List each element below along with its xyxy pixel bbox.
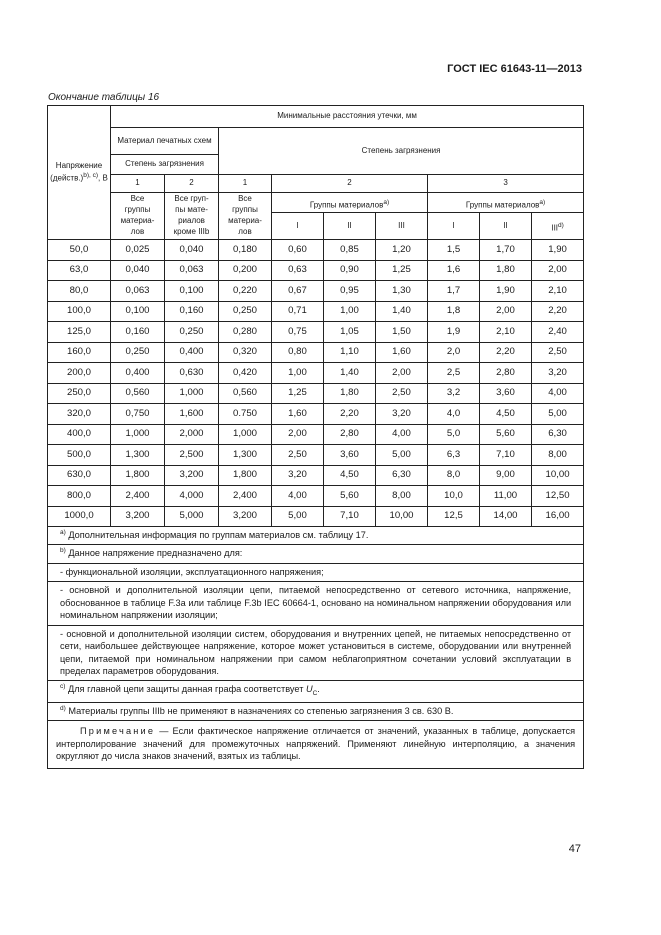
voltage-cell: 500,0 — [48, 445, 111, 466]
distance-cell: 1,000 — [165, 383, 219, 404]
distance-cell: 4,000 — [165, 486, 219, 507]
distance-cell: 2,10 — [480, 322, 532, 343]
voltage-cell: 400,0 — [48, 424, 111, 445]
distance-cell: 1,30 — [376, 281, 428, 302]
distance-cell: 3,200 — [219, 506, 272, 527]
distance-cell: 1,60 — [376, 342, 428, 363]
voltage-header: Напряжение (действ.)$^{b), c)}$, В — [48, 106, 111, 240]
voltage-cell: 100,0 — [48, 301, 111, 322]
distance-cell: 7,10 — [324, 506, 376, 527]
distance-cell: 0,75 — [272, 322, 324, 343]
table-row — [48, 404, 584, 425]
voltage-cell: 800,0 — [48, 486, 111, 507]
distance-cell: 10,00 — [532, 465, 584, 486]
distance-cell: 0,630 — [165, 363, 219, 384]
distance-cell: 4,00 — [376, 424, 428, 445]
distance-cell: 2,50 — [376, 383, 428, 404]
distance-cell: 0,160 — [165, 301, 219, 322]
distance-cell: 0,750 — [111, 404, 165, 425]
distance-cell: 0,040 — [111, 260, 165, 281]
distance-cell: 1,300 — [219, 445, 272, 466]
voltage-cell: 63,0 — [48, 260, 111, 281]
degree-1: 1 — [219, 175, 272, 193]
distance-cell: 5,60 — [480, 424, 532, 445]
pcb-material-header: Материал печатных схем — [111, 128, 219, 155]
group-ii-header-2: II — [480, 213, 532, 239]
distance-cell: 1,80 — [480, 260, 532, 281]
table-row — [48, 445, 584, 466]
distance-cell: 1,40 — [376, 301, 428, 322]
distance-cell: 12,5 — [428, 506, 480, 527]
all-except-iiib-header: Все груп- пы мате- риалов кроме IIIb — [165, 193, 219, 240]
table-row — [48, 342, 584, 363]
distance-cell: 2,000 — [165, 424, 219, 445]
voltage-cell: 50,0 — [48, 240, 111, 261]
group-iii-header-2: III$^{d)}$ — [551, 222, 564, 233]
distance-cell: 1,7 — [428, 281, 480, 302]
distance-cell: 6,30 — [376, 465, 428, 486]
footnote-b-item3: - основной и дополнительной изоляции систем, оборудования и внутренних цепей, не питаемых непосредственно от сети, наибольшее действующее напряжение, которое может установиться в системе, оборудовании или внутренней цепи, питаемой при номинальном напряжении при самом неблагоприятном сочетании условий эксплуатации в пределах параметров оборудования. — [48, 626, 583, 682]
distance-cell: 2,500 — [165, 445, 219, 466]
data-rows — [48, 240, 584, 527]
distance-cell: 3,20 — [376, 404, 428, 425]
distance-cell: 1,00 — [272, 363, 324, 384]
distance-cell: 1,10 — [324, 342, 376, 363]
distance-cell: 0,400 — [165, 342, 219, 363]
distance-cell: 8,00 — [376, 486, 428, 507]
table-row — [48, 260, 584, 281]
distance-cell: 4,50 — [480, 404, 532, 425]
table-note: Примечание — Если фактическое напряжение отличается от значений, указанных в таблице, допускается интерполирование значений для промежуточных напряжений. Применяют линейную интерполяцию, а значения округляют до числа знаков значений, взятых из таблицы. — [56, 726, 576, 762]
degree-3: 3 — [428, 175, 584, 193]
distance-cell: 9,00 — [480, 465, 532, 486]
distance-cell: 2,400 — [111, 486, 165, 507]
table-row — [48, 240, 584, 261]
distance-cell: 0,71 — [272, 301, 324, 322]
distance-cell: 1,90 — [480, 281, 532, 302]
distance-cell: 1,20 — [376, 240, 428, 261]
distance-cell: 0,025 — [111, 240, 165, 261]
distance-cell: 0,063 — [165, 260, 219, 281]
distance-cell: 1,25 — [376, 260, 428, 281]
distance-cell: 1,800 — [219, 465, 272, 486]
distance-cell: 3,60 — [324, 445, 376, 466]
distance-cell: 1,80 — [324, 383, 376, 404]
pcb-degree-1: 1 — [111, 175, 165, 193]
distance-cell: 0,280 — [219, 322, 272, 343]
distance-cell: 5,00 — [272, 506, 324, 527]
distance-cell: 1,800 — [111, 465, 165, 486]
distance-cell: 2,20 — [532, 301, 584, 322]
distance-cell: 10,0 — [428, 486, 480, 507]
voltage-cell: 200,0 — [48, 363, 111, 384]
distance-cell: 2,00 — [532, 260, 584, 281]
footnote-d: $^{d)}$ Материалы группы IIIb не применяют в назначениях со степенью загрязнения 3 св. 630 В. — [60, 705, 454, 717]
distance-cell: 3,200 — [165, 465, 219, 486]
distance-cell: 1,05 — [324, 322, 376, 343]
all-groups-header-2: Все группы материа- лов — [219, 193, 272, 240]
all-groups-header: Все группы материа- лов — [111, 193, 165, 240]
table-row — [48, 322, 584, 343]
distance-cell: 14,00 — [480, 506, 532, 527]
table-row — [48, 281, 584, 302]
degree-2: 2 — [272, 175, 428, 193]
distance-cell: 0,220 — [219, 281, 272, 302]
distance-cell: 2,0 — [428, 342, 480, 363]
distance-cell: 3,20 — [532, 363, 584, 384]
voltage-cell: 80,0 — [48, 281, 111, 302]
creepage-distance-table — [47, 105, 584, 769]
voltage-cell: 1000,0 — [48, 506, 111, 527]
distance-cell: 4,0 — [428, 404, 480, 425]
distance-cell: 6,3 — [428, 445, 480, 466]
distance-cell: 5,00 — [376, 445, 428, 466]
distance-cell: 16,00 — [532, 506, 584, 527]
distance-cell: 0,100 — [111, 301, 165, 322]
footnote-b-item2: - основной и дополнительной изоляции цепи, питаемой непосредственно от сетевого источника, напряжение, обоснованное в таблице F.3a или таблице F.3b IEC 60664-1, основано на номинальном напряжении оборудования или номинальном напряжении изоляции; — [48, 582, 583, 625]
distance-cell: 2,50 — [272, 445, 324, 466]
distance-cell: 1,000 — [111, 424, 165, 445]
distance-cell: 1,50 — [376, 322, 428, 343]
table-row — [48, 506, 584, 527]
table-row — [48, 363, 584, 384]
distance-cell: 1,5 — [428, 240, 480, 261]
table-row — [48, 486, 584, 507]
distance-cell: 3,20 — [272, 465, 324, 486]
pollution-degree-header: Степень загрязнения — [219, 128, 584, 175]
distance-cell: 0,60 — [272, 240, 324, 261]
distance-cell: 2,20 — [324, 404, 376, 425]
distance-cell: 5,00 — [532, 404, 584, 425]
distance-cell: 2,20 — [480, 342, 532, 363]
distance-cell: 0,63 — [272, 260, 324, 281]
distance-cell: 3,60 — [480, 383, 532, 404]
distance-cell: 8,00 — [532, 445, 584, 466]
distance-cell: 1,60 — [272, 404, 324, 425]
distance-cell: 0,180 — [219, 240, 272, 261]
group-iii-header: III — [398, 221, 405, 230]
distance-cell: 7,10 — [480, 445, 532, 466]
distance-cell: 1,70 — [480, 240, 532, 261]
distance-cell: 1,000 — [219, 424, 272, 445]
distance-cell: 12,50 — [532, 486, 584, 507]
distance-cell: 5,60 — [324, 486, 376, 507]
distance-cell: 4,00 — [272, 486, 324, 507]
distance-cell: 2,00 — [272, 424, 324, 445]
distance-cell: 2,00 — [480, 301, 532, 322]
table-row — [48, 465, 584, 486]
distance-cell: 4,00 — [532, 383, 584, 404]
group-i-header: I — [272, 213, 324, 239]
material-groups-deg3: Группы материалов$^{a)}$ I II III$^{d)}$ — [428, 193, 584, 240]
distance-cell: 2,80 — [480, 363, 532, 384]
footnote-a: $^{a)}$ Дополнительная информация по группам материалов см. таблицу 17. — [48, 527, 583, 545]
pcb-pollution-degree-header: Степень загрязнения — [111, 155, 219, 175]
distance-cell: 8,0 — [428, 465, 480, 486]
distance-cell: 0,063 — [111, 281, 165, 302]
note-cell — [48, 721, 584, 768]
distance-cell: 0,250 — [165, 322, 219, 343]
group-ii-header: II — [324, 213, 376, 239]
voltage-cell: 125,0 — [48, 322, 111, 343]
distance-cell: 0,400 — [111, 363, 165, 384]
distance-cell: 0,85 — [324, 240, 376, 261]
voltage-cell: 630,0 — [48, 465, 111, 486]
distance-cell: 3,200 — [111, 506, 165, 527]
distance-cell: 3,2 — [428, 383, 480, 404]
table-row — [48, 424, 584, 445]
distance-cell: 1,8 — [428, 301, 480, 322]
distance-cell: 5,000 — [165, 506, 219, 527]
distance-cell: 1,40 — [324, 363, 376, 384]
voltage-cell: 250,0 — [48, 383, 111, 404]
voltage-cell: 160,0 — [48, 342, 111, 363]
page-number: 47 — [568, 843, 581, 855]
table-row — [48, 301, 584, 322]
min-distance-header: Минимальные расстояния утечки, мм — [111, 106, 584, 128]
distance-cell: 5,0 — [428, 424, 480, 445]
footnotes-cell — [48, 527, 584, 721]
pcb-degree-2: 2 — [165, 175, 219, 193]
distance-cell: 2,10 — [532, 281, 584, 302]
distance-cell: 1,00 — [324, 301, 376, 322]
distance-cell: 0,100 — [165, 281, 219, 302]
group-i-header-2: I — [428, 213, 480, 239]
distance-cell: 2,400 — [219, 486, 272, 507]
distance-cell: 0,95 — [324, 281, 376, 302]
distance-cell: 1,600 — [165, 404, 219, 425]
distance-cell: 10,00 — [376, 506, 428, 527]
distance-cell: 0,200 — [219, 260, 272, 281]
distance-cell: 0,90 — [324, 260, 376, 281]
distance-cell: 0.750 — [219, 404, 272, 425]
distance-cell: 0,67 — [272, 281, 324, 302]
footnote-c: $^{c)}$ Для главной цепи защиты данная графа соответствует $U_C$. — [48, 681, 583, 703]
distance-cell: 0,040 — [165, 240, 219, 261]
standard-header: ГОСТ IEC 61643-11—2013 — [447, 63, 582, 75]
distance-cell: 1,9 — [428, 322, 480, 343]
distance-cell: 0,560 — [111, 383, 165, 404]
distance-cell: 2,50 — [532, 342, 584, 363]
distance-cell: 6,30 — [532, 424, 584, 445]
distance-cell: 1,90 — [532, 240, 584, 261]
distance-cell: 0,560 — [219, 383, 272, 404]
distance-cell: 2,80 — [324, 424, 376, 445]
material-groups-deg2: Группы материалов$^{a)}$ I II III — [272, 193, 428, 240]
distance-cell: 0,80 — [272, 342, 324, 363]
table-caption: Окончание таблицы 16 — [48, 92, 160, 103]
distance-cell: 2,00 — [376, 363, 428, 384]
distance-cell: 0,320 — [219, 342, 272, 363]
distance-cell: 0,160 — [111, 322, 165, 343]
voltage-cell: 320,0 — [48, 404, 111, 425]
distance-cell: 0,420 — [219, 363, 272, 384]
distance-cell: 1,6 — [428, 260, 480, 281]
distance-cell: 1,300 — [111, 445, 165, 466]
footnote-b-item1: - функциональной изоляции, эксплуатационного напряжения; — [48, 564, 583, 582]
distance-cell: 1,25 — [272, 383, 324, 404]
distance-cell: 2,5 — [428, 363, 480, 384]
table-row — [48, 383, 584, 404]
distance-cell: 2,40 — [532, 322, 584, 343]
footnote-b: $^{b)}$ Данное напряжение предназначено для: — [48, 545, 583, 563]
distance-cell: 4,50 — [324, 465, 376, 486]
distance-cell: 0,250 — [219, 301, 272, 322]
distance-cell: 0,250 — [111, 342, 165, 363]
distance-cell: 11,00 — [480, 486, 532, 507]
